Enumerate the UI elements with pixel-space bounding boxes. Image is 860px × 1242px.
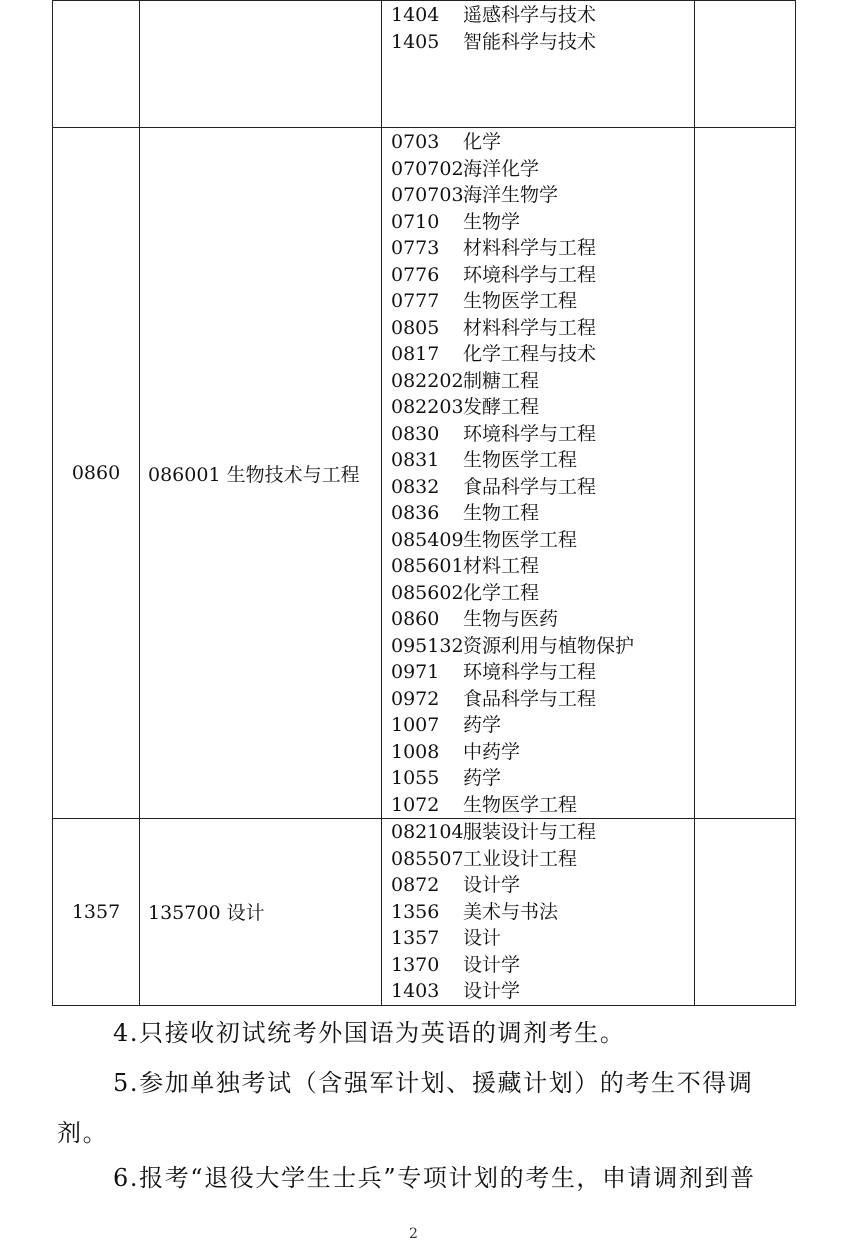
major-name: 海洋化学 [463, 157, 540, 180]
major-item [391, 29, 694, 56]
major-item [391, 819, 694, 846]
major-code: 095132 [391, 634, 464, 657]
major-item [391, 872, 694, 899]
major-code: 0776 [391, 263, 440, 286]
major-item [391, 846, 694, 873]
major-item [391, 500, 694, 527]
accepted-majors-list [391, 128, 694, 818]
major-item [391, 447, 694, 474]
major-item [391, 952, 694, 979]
major-code: 082104 [391, 821, 464, 843]
accepted-majors-list [391, 819, 694, 1005]
major-code: 0703 [391, 131, 440, 153]
rule-5-paragraph-line2: 剂。 [57, 1119, 109, 1147]
major-code: 085507 [391, 847, 464, 870]
major-name: 材料工程 [463, 555, 540, 577]
major-item [391, 182, 694, 209]
major-code: 0872 [391, 874, 440, 896]
major-item [391, 341, 694, 368]
accepted-majors-cell [382, 819, 695, 1006]
major-item [391, 394, 694, 421]
major-item [391, 606, 694, 633]
major-code: 1072 [391, 793, 440, 816]
major-code: 0817 [391, 343, 440, 365]
accepted-majors-cell [382, 1, 695, 128]
remarks-cell [695, 819, 796, 1006]
major-name: 生物医学工程 [463, 528, 578, 551]
remarks-cell [695, 1, 796, 128]
major-name: 生物学 [463, 210, 521, 233]
major-item [391, 659, 694, 686]
major-code: 0860 [391, 608, 440, 630]
table-row [53, 1, 796, 128]
major-name: 设计学 [463, 980, 521, 1002]
major-name: 化学 [463, 131, 502, 153]
program-cell: 135700 设计 [140, 819, 382, 1006]
category-code-cell: 1357 [53, 819, 140, 1006]
accepted-majors-list [391, 1, 694, 55]
major-code: 1055 [391, 767, 440, 789]
major-code: 070702 [391, 157, 464, 180]
major-item [391, 315, 694, 342]
major-code: 1370 [391, 953, 440, 976]
rule-4-paragraph: 4.只接收初试统考外国语为英语的调剂考生。 [113, 1019, 626, 1047]
major-name: 制糖工程 [463, 369, 540, 392]
major-item [391, 368, 694, 395]
major-item [391, 209, 694, 236]
major-name: 环境科学与工程 [463, 422, 597, 445]
major-code: 085409 [391, 528, 464, 551]
major-item [391, 925, 694, 952]
adjustment-table [52, 0, 796, 1006]
major-code: 0805 [391, 316, 440, 339]
major-name: 智能科学与技术 [463, 30, 597, 53]
major-item [391, 156, 694, 183]
major-code: 082203 [391, 396, 464, 418]
program-cell: 086001 生物技术与工程 [140, 128, 382, 819]
major-name: 化学工程 [463, 581, 540, 604]
major-code: 1405 [391, 30, 440, 53]
major-name: 海洋生物学 [463, 184, 559, 206]
major-name: 生物与医药 [463, 608, 559, 630]
table-row [53, 819, 796, 1006]
major-code: 1357 [391, 927, 440, 949]
major-name: 生物医学工程 [463, 793, 578, 816]
major-item [391, 2, 694, 29]
major-item [391, 633, 694, 660]
page-number: 2 [409, 1226, 418, 1242]
major-item [391, 765, 694, 792]
major-name: 药学 [463, 767, 502, 789]
category-code-cell: 0860 [53, 128, 140, 819]
rule-6-paragraph: 6.报考“退役大学生士兵”专项计划的考生，申请调剂到普 [113, 1164, 756, 1192]
major-code: 0831 [391, 449, 440, 471]
major-item [391, 686, 694, 713]
major-name: 材料科学与工程 [463, 316, 597, 339]
major-name: 食品科学与工程 [463, 687, 597, 710]
major-code: 0836 [391, 502, 440, 524]
major-name: 发酵工程 [463, 396, 540, 418]
major-name: 设计学 [463, 953, 521, 976]
major-item [391, 235, 694, 262]
major-item [391, 792, 694, 819]
major-code: 1008 [391, 740, 440, 763]
major-name: 资源利用与植物保护 [463, 634, 635, 657]
major-item [391, 288, 694, 315]
major-name: 材料科学与工程 [463, 237, 597, 259]
major-name: 药学 [463, 714, 502, 736]
major-item [391, 712, 694, 739]
major-name: 生物医学工程 [463, 449, 578, 471]
table-row [53, 128, 796, 819]
major-item [391, 527, 694, 554]
rule-5-paragraph-line1: 5.参加单独考试（含强军计划、援藏计划）的考生不得调 [113, 1069, 754, 1097]
major-item [391, 474, 694, 501]
major-name: 生物医学工程 [463, 290, 578, 312]
major-code: 085601 [391, 555, 464, 577]
major-name: 环境科学与工程 [463, 263, 597, 286]
major-code: 082202 [391, 369, 464, 392]
major-code: 0832 [391, 475, 440, 498]
major-item [391, 580, 694, 607]
major-name: 生物工程 [463, 502, 540, 524]
major-code: 1356 [391, 900, 440, 923]
major-code: 1007 [391, 714, 440, 736]
major-item [391, 262, 694, 289]
major-item [391, 899, 694, 926]
major-code: 0710 [391, 210, 440, 233]
major-name: 化学工程与技术 [463, 343, 597, 365]
major-code: 0971 [391, 661, 440, 683]
major-code: 1404 [391, 4, 440, 26]
major-name: 服装设计与工程 [463, 821, 597, 843]
major-name: 环境科学与工程 [463, 661, 597, 683]
major-code: 070703 [391, 184, 464, 206]
major-name: 工业设计工程 [463, 847, 578, 870]
major-item [391, 553, 694, 580]
major-name: 美术与书法 [463, 900, 559, 923]
major-item [391, 421, 694, 448]
remarks-cell [695, 128, 796, 819]
major-item [391, 129, 694, 156]
major-name: 遥感科学与技术 [463, 4, 597, 26]
major-item [391, 739, 694, 766]
major-name: 中药学 [463, 740, 521, 763]
major-code: 0777 [391, 290, 440, 312]
major-code: 085602 [391, 581, 464, 604]
program-cell [140, 1, 382, 128]
major-name: 设计 [463, 927, 502, 949]
category-code-cell [53, 1, 140, 128]
major-code: 1403 [391, 980, 440, 1002]
major-code: 0773 [391, 237, 440, 259]
major-name: 设计学 [463, 874, 521, 896]
major-name: 食品科学与工程 [463, 475, 597, 498]
major-code: 0972 [391, 687, 440, 710]
accepted-majors-cell [382, 128, 695, 819]
major-code: 0830 [391, 422, 440, 445]
major-item [391, 978, 694, 1005]
